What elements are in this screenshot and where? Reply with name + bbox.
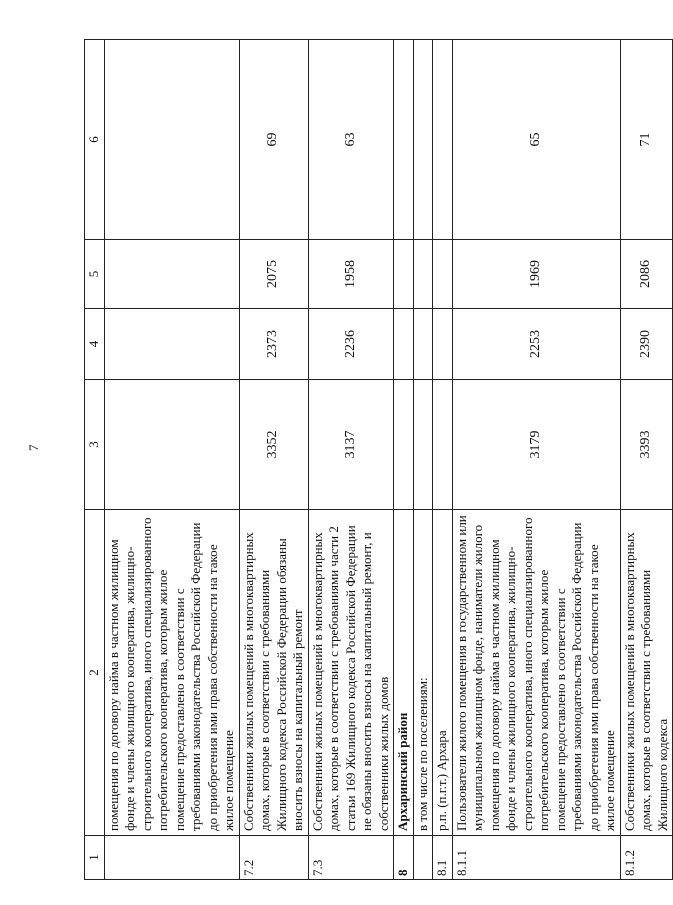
value-col-6: 69 xyxy=(239,40,308,240)
value-col-5 xyxy=(413,240,433,309)
value-col-4: 2390 xyxy=(620,309,673,380)
row-code: 8.1.2 xyxy=(620,836,673,880)
rotated-table-wrapper xyxy=(84,40,670,880)
row-description: помещения по договору найма в частном жилищном фонде и члены жилищного кооператива, жилищно-строительного кооператива, иного специализированного потребительского кооператива, которым жилое помещение предоставлено в соответствии с требованиями законодательства Российской Федерации до приобретения ими права собственности на такое жилое помещение xyxy=(104,510,239,836)
value-col-3 xyxy=(394,380,414,510)
value-col-5 xyxy=(104,240,239,309)
value-col-5: 2086 xyxy=(620,240,673,309)
value-col-3: 3179 xyxy=(452,380,620,510)
row-code: 7.2 xyxy=(239,836,308,880)
value-col-6: 65 xyxy=(452,40,620,240)
value-col-3: 3137 xyxy=(308,380,394,510)
value-col-4 xyxy=(104,309,239,380)
header-cell-1: 1 xyxy=(85,836,105,880)
header-cell-6: 6 xyxy=(85,40,105,240)
table-row xyxy=(433,40,453,880)
row-description: Пользователи жилого помещения в государственном или муниципальном жилищном фонде, наниматели жилого помещения по договору найма в частном жилищном фонде и члены жилищного кооператива, жилищно-строительного кооператива, иного специализированного потребительского кооператива, которым жилое помещение предоставлено в соответствии с требованиями законодательства Российской Федерации до приобретения ими права собственности на такое жилое помещение xyxy=(452,510,620,836)
value-col-3 xyxy=(104,380,239,510)
value-col-4: 2236 xyxy=(308,309,394,380)
value-col-5: 2075 xyxy=(239,240,308,309)
table-row xyxy=(413,40,433,880)
row-code: 8.1.1 xyxy=(452,836,620,880)
row-description: р.п. (п.г.т.) Архара xyxy=(433,510,453,836)
table-header-row xyxy=(85,40,105,880)
value-col-4 xyxy=(433,309,453,380)
data-table xyxy=(84,39,673,880)
value-col-6 xyxy=(394,40,414,240)
value-col-4 xyxy=(413,309,433,380)
row-description: Собственники жилых помещений в многоквартирных домах, которые в соответствии с требованиями Жилищного кодекса Российской Федерации обязаны вносить взносы на капитальный ремонт xyxy=(239,510,308,836)
row-description: в том числе по поселениям: xyxy=(413,510,433,836)
table-row xyxy=(620,40,673,880)
table-row xyxy=(452,40,620,880)
row-code: 7.3 xyxy=(308,836,394,880)
value-col-6 xyxy=(104,40,239,240)
value-col-6 xyxy=(433,40,453,240)
row-code xyxy=(104,836,239,880)
table-row xyxy=(239,40,308,880)
value-col-3 xyxy=(413,380,433,510)
district-name: Архаринский район xyxy=(394,510,414,836)
row-description: Собственники жилых помещений в многоквартирных домах, которые в соответствии с требованиями части 2 статьи 169 Жилищного кодекса Российской Федерации не обязаны вносить взносы на капитальный ремонт, и собственники жилых домов xyxy=(308,510,394,836)
value-col-5 xyxy=(433,240,453,309)
header-cell-5: 5 xyxy=(85,240,105,309)
table-row xyxy=(394,40,414,880)
header-cell-2: 2 xyxy=(85,510,105,836)
header-cell-4: 4 xyxy=(85,309,105,380)
row-code xyxy=(413,836,433,880)
value-col-3: 3393 xyxy=(620,380,673,510)
value-col-6 xyxy=(413,40,433,240)
row-description: Собственники жилых помещений в многоквартирных домах, которые в соответствии с требованиями Жилищного кодекса xyxy=(620,510,673,836)
header-cell-3: 3 xyxy=(85,380,105,510)
row-code: 8.1 xyxy=(433,836,453,880)
table-row xyxy=(308,40,394,880)
page-number: 7 xyxy=(26,444,41,451)
value-col-4: 2253 xyxy=(452,309,620,380)
value-col-4 xyxy=(394,309,414,380)
value-col-5: 1969 xyxy=(452,240,620,309)
value-col-6: 71 xyxy=(620,40,673,240)
table-row xyxy=(104,40,239,880)
value-col-4: 2373 xyxy=(239,309,308,380)
row-code: 8 xyxy=(394,836,414,880)
value-col-5 xyxy=(394,240,414,309)
value-col-5: 1958 xyxy=(308,240,394,309)
value-col-3: 3352 xyxy=(239,380,308,510)
value-col-3 xyxy=(433,380,453,510)
value-col-6: 63 xyxy=(308,40,394,240)
